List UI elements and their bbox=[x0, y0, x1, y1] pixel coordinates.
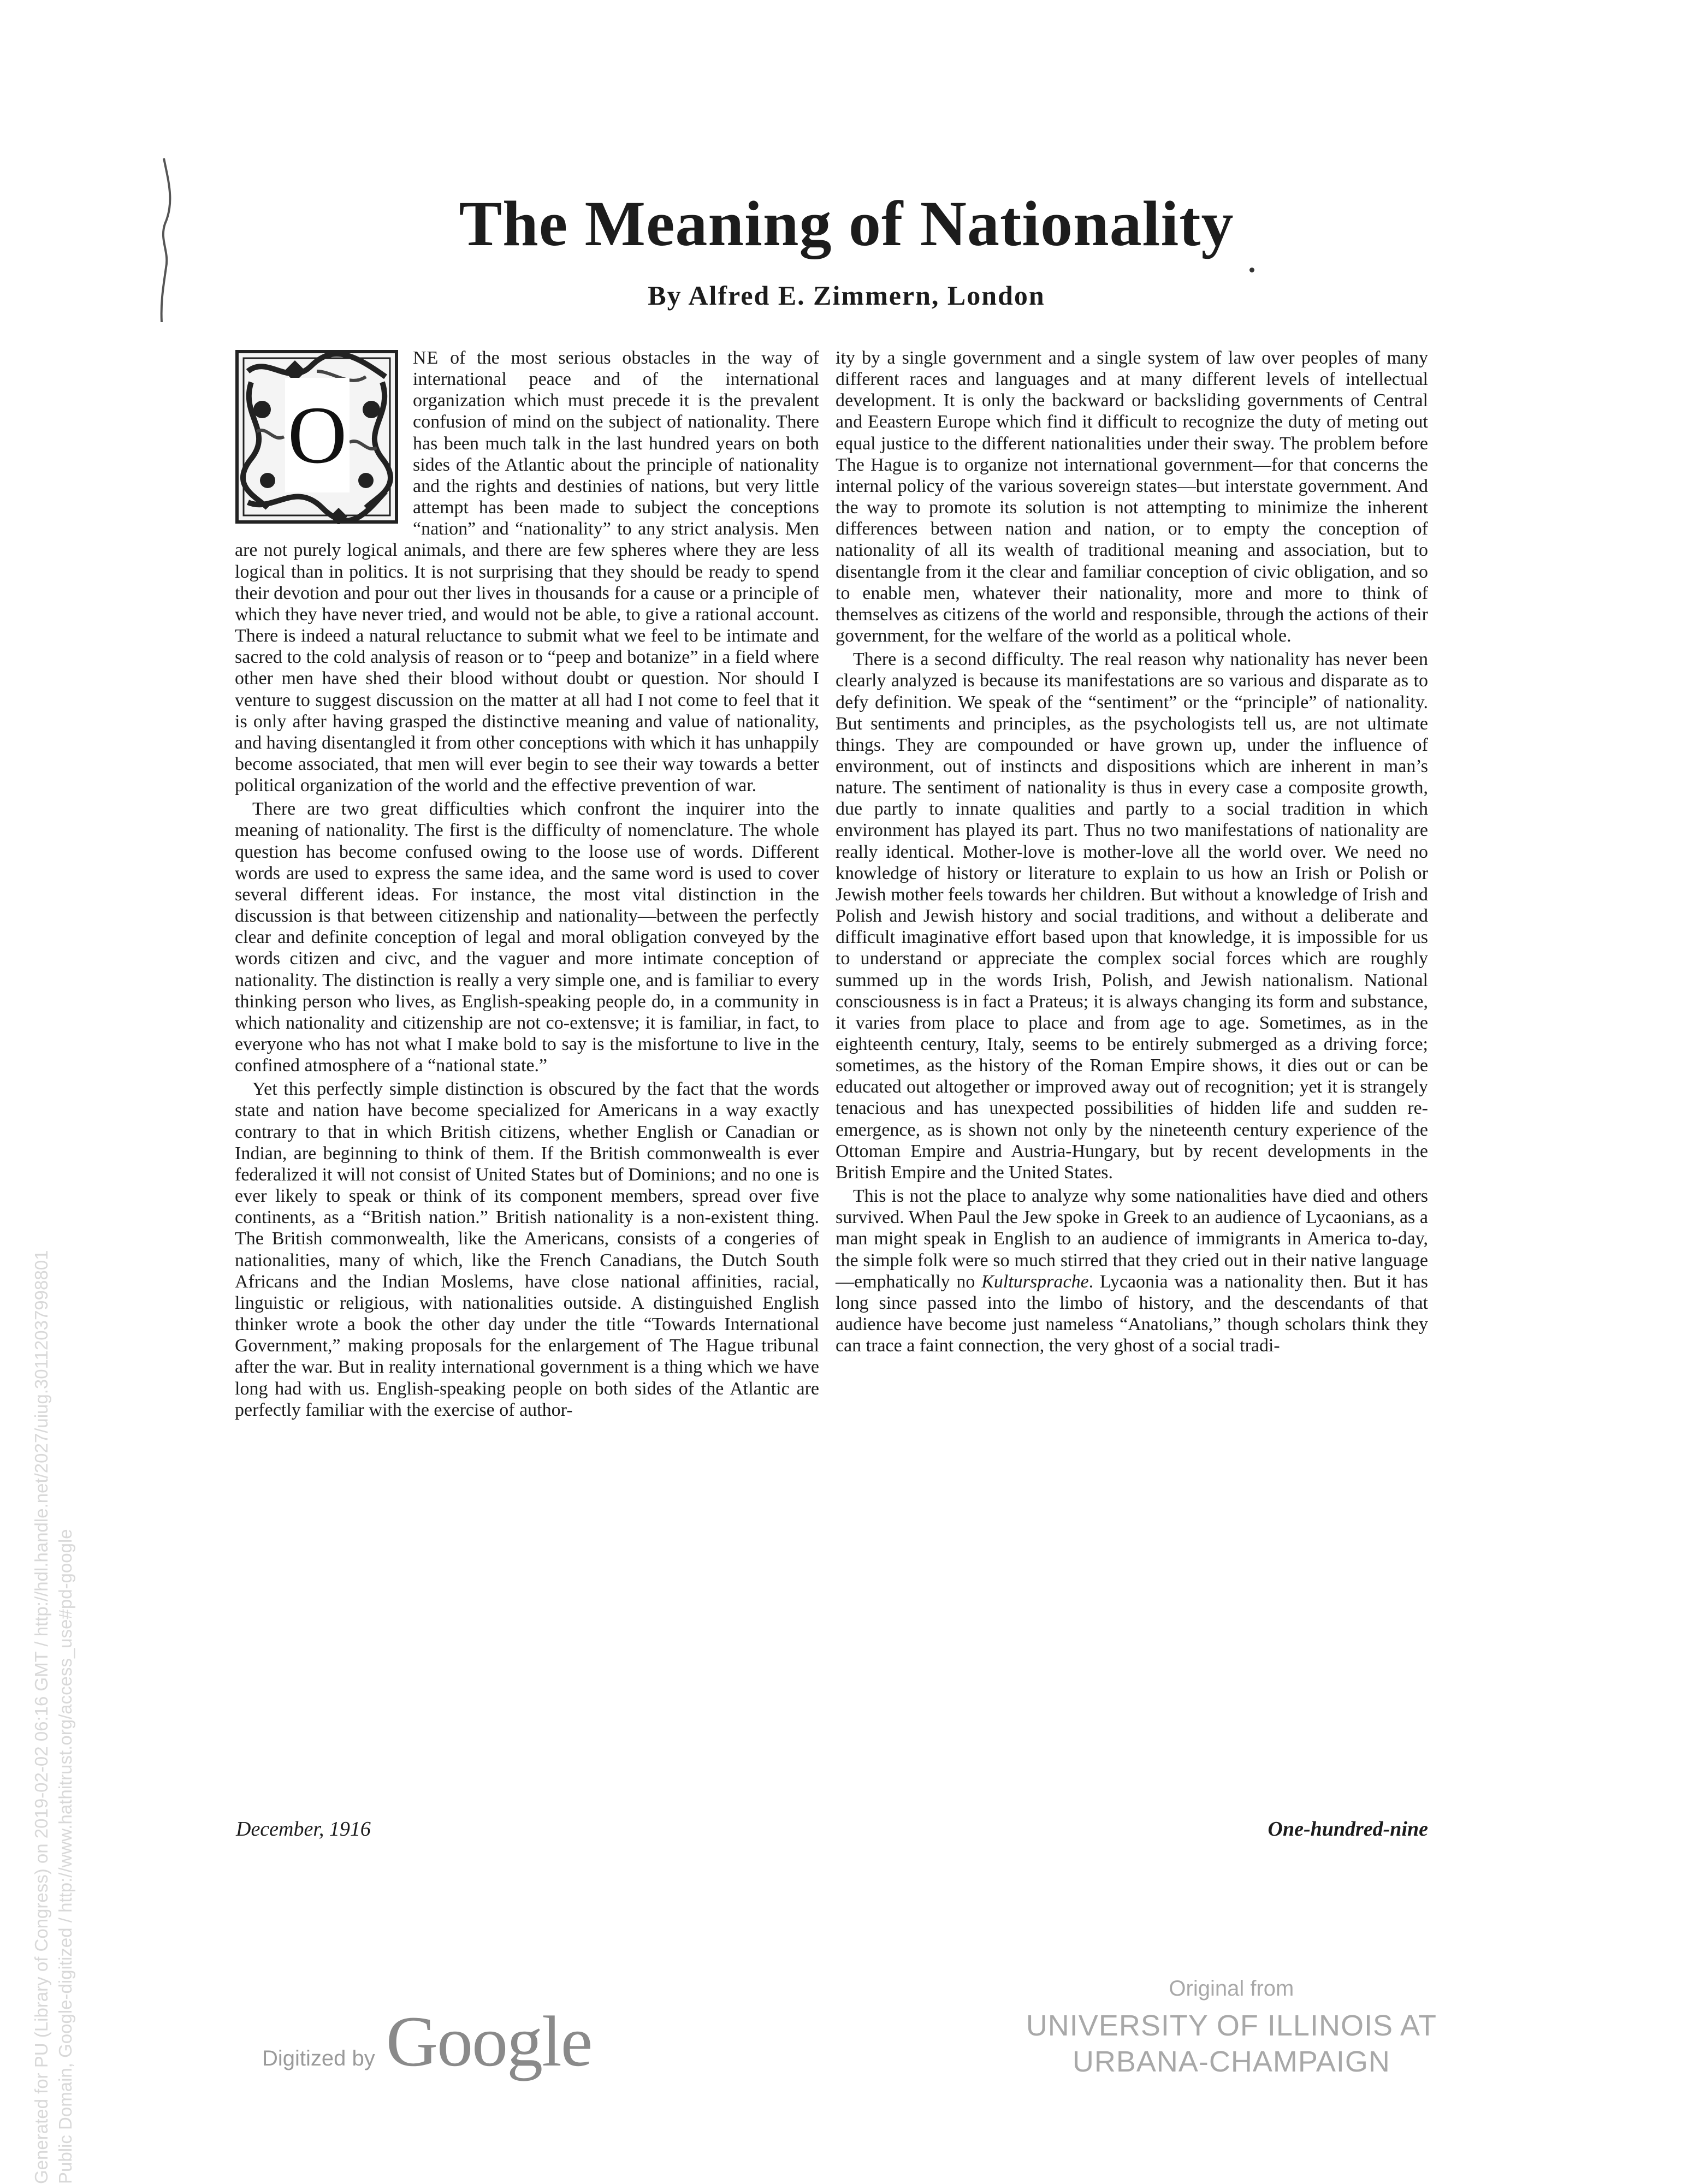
paragraph-text: This is not the place to analyze why some nationalities have died and others survived. When Paul the Jew spoke in Greek to an audience of Lycaonians, as a man might speak in English to an audience of immigrants in America to-day, the simple folk were so much stirred that they cried out in their native language—emphatically no bbox=[836, 1186, 1428, 1292]
paragraph-text: of the most serious obstacles in the way of international peace and of the international organization which must precede it is the prevalent confusion of mind on the subject of nationality. There has been much talk in the last hundred years on both sides of the Atlantic about the principle of nationality and the rights and destinies of nations, but very little attempt has been made to subject the conceptions “nation” and “nationality” to any strict analysis. Men are not purely logical animals, and there are few spheres where they are less logical than in politics. It is not surprising that they should be ready to spend their devotion and pour out ther lives in thousands for a cause or a principle of which they have never tried, and would not be able, to give a rational account. There is indeed a natural reluctance to submit what we feel to be intimate and sacred to the cold analysis of reason or to “peep and botanize” in a field where other men have shed their blood without doubt or question. Nor should I venture to suggest discussion on the matter at all had I not come to feel that it is only after having grasped the distinctive meaning and value of nationality, and having disentangled it from other conceptions with which it has unhappily become associated, that men will ever begin to see their way towards a better political organization of the world and the effective prevention of war. bbox=[235, 348, 819, 796]
page-number: One-hundred-nine bbox=[1268, 1818, 1428, 1841]
paragraph: ity by a single government and a single system of law over peoples of many different races and languages and at many different levels of intellectual development. It is only the backward or backsliding governments of Central and Eeastern Europe which find it difficult to recognize the duty of meting out equal justice to the different nationalities under their sway. The problem before The Hague is to organize not international government—for that concerns the internal policy of the various sovereign states—but interstate government. And the way to promote its solution is not attempting to minimize the inherent differences between nation and nation, or to empty the conception of nationality of all its wealth of traditional meaning and association, but to disentangle from it the clear and familiar conception of civic obligation, and so to enable men, whatever their nationality, more and more to think of themselves as citizens of the world and responsible, through the actions of their government, for the welfare of the world as a political whole. bbox=[836, 348, 1428, 646]
paragraph: There are two great difficulties which confront the inquirer into the meaning of nationality. The first is the difficulty of nomenclature. The whole question has become confused owing to the loose use of words. Different words are used to express the same idea, and the same word is used to cover several different ideas. For instance, the most vital distinction in the discussion is that between citizenship and nationality—between the perfectly clear and definite conception of legal and moral obligation conveyed by the words citizen and civc, and the vaguer and more intimate conception of nationality. The distinction is really a very simple one, and is familiar to every thinking person who lives, as English-speaking people do, in a community in which nationality and citizenship are not co-extensve; it is familiar, in fact, to everyone who has not what I make bold to say is the misfortune to live in the confined atmosphere of a “national state.” bbox=[235, 799, 819, 1076]
paragraph bbox=[836, 1185, 1428, 1356]
dropcap-letter: O bbox=[285, 378, 350, 492]
google-logo: Google bbox=[386, 2001, 592, 2081]
hathitrust-watermark bbox=[29, 1250, 78, 2184]
article-byline: By Alfred E. Zimmern, London bbox=[648, 280, 1045, 311]
original-source bbox=[1026, 1977, 1437, 2080]
speck bbox=[1249, 268, 1254, 272]
original-from-label: Original from bbox=[1169, 1977, 1294, 2001]
opening-word: NE bbox=[413, 348, 439, 368]
issue-date: December, 1916 bbox=[236, 1818, 371, 1841]
right-column bbox=[836, 347, 1428, 1356]
paragraph bbox=[235, 347, 819, 796]
italic-term: Kultursprache bbox=[981, 1271, 1089, 1292]
paragraph-text: . Lycaonia was a nationality then. But it has long since passed into the limbo of history, and the descendants of that audience have become just nameless “Anatolians,” though scholars think they can trace a faint connection, the very ghost of a social tradi- bbox=[836, 1271, 1428, 1356]
paragraph: There is a second difficulty. The real reason why nationality has never been clearly analyzed is because its manifestations are so various and disparate as to defy definition. We speak of the “sentiment” or the “principle” of nationality. But sentiments and principles, as the psychologists tell us, are not ultimate things. They are compounded or have grown up, under the influence of environment, out of instincts and dispositions which are inherent in man’s nature. The sentiment of nationality is thus in every case a composite growth, due partly to innate qualities and partly to a social tradition in which environment has played its part. Thus no two manifestations of nationality are really identical. Mother-love is mother-love all the world over. We need no knowledge of history or literature to explain to us how an Irish or Polish or Jewish mother feels towards her children. But without a knowledge of Irish and Polish and Jewish history and social traditions, and without a deliberate and difficult imaginative effort based upon that knowledge, it is impossible for us to understand or appreciate the complex social forces which are roughly summed up in the words Irish, Polish, and Jewish nationalism. National consciousness is in fact a Prateus; it is always changing its form and substance, it varies from place to place and from age to age. Sometimes, as in the eighteenth century, Italy, seems to be entirely submerged as a driving force; sometimes, as the history of the Roman Empire shows, it dies out or can be educated out altogether or improved away out of recognition; yet it is strangely tenacious and has unexpected possibilities of hidden life and sudden re-emergence, as is shown not only by the nineteenth century experience of the Ottoman Empire and Austria-Hungary, but by recent developments in the British Empire and the United States. bbox=[836, 649, 1428, 1183]
university-line-1: UNIVERSITY OF ILLINOIS AT bbox=[1026, 2009, 1437, 2042]
watermark-line-2: Public Domain, Google-digitized / http://www.hathitrust.org/access_use#pd-google bbox=[55, 1529, 75, 2184]
digitized-by-google bbox=[262, 1999, 591, 2083]
article-title: The Meaning of Nationality bbox=[459, 188, 1234, 259]
paragraph: Yet this perfectly simple distinction is obscured by the fact that the words state and nation have become specialized for Americans in a way exactly contrary to that in which British citizens, whether English or Canadian or Indian, are beginning to think of them. If the British commonwealth is ever federalized it will not consist of United States but of Dominions; and no one is ever likely to speak or think of its component members, spread over five continents, as a “British nation.” British nationality is a non-existent thing. The British commonwealth, like the Americans, consists of a congeries of nationalities, many of which, like the French Canadians, the Dutch South Africans and the Indian Moslems, have close national affinities, racial, linguistic or religious, with nationalities outside. A distinguished English thinker wrote a book the other day under the title “Towards International Government,” making proposals for the enlargement of The Hague tribunal after the war. But in reality international government is a thing which we have long had with us. English-speaking people on both sides of the Atlantic are perfectly familiar with the exercise of author- bbox=[235, 1079, 819, 1420]
left-column bbox=[235, 347, 819, 1421]
university-line-2: URBANA-CHAMPAIGN bbox=[1072, 2045, 1390, 2078]
digitized-by-label: Digitized by bbox=[262, 2046, 375, 2070]
watermark-line-1: Generated for PU (Library of Congress) on 2019-02-02 06:16 GMT / http://hdl.handle.net/2027/uiug.30112037998801 bbox=[31, 1250, 51, 2184]
ornamental-dropcap bbox=[235, 349, 399, 524]
